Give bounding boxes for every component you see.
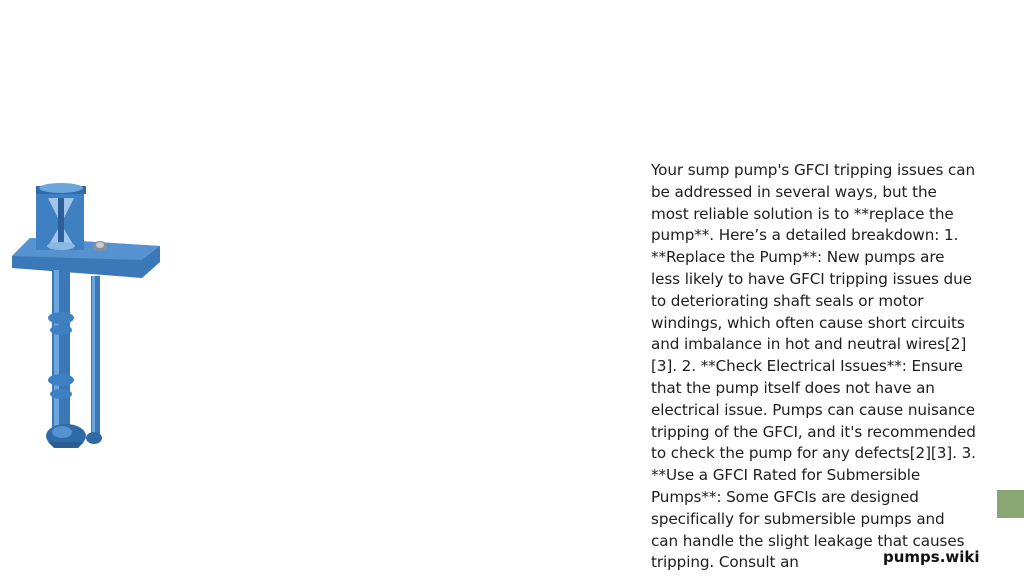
accent-block (997, 490, 1024, 518)
article-text: Your sump pump's GFCI tripping issues can be addressed in several ways, but the most reliable solution is to **replace the pump**. Here’s a detailed breakdown: 1. **Replace the Pump**: New pumps are less likely to have GFCI tripping issues due to deteriorating shaft seals or motor windings, which often cause short circuits and imbalance in hot and neutral wires[2][3]. 2. **Check Electrical Issues**: Ensure that the pump itself does not have an electrical issue. Pumps can cause nuisance tripping of the GFCI, and it's recommended to check the pump for any defects[2][3]. 3. **Use a GFCI Rated for Submersible Pumps**: Some GFCIs are designed specifically for submersible pumps and can handle the slight leakage that causes tripping. Consult an (651, 161, 976, 572)
sump-pump-image (8, 180, 168, 455)
site-logo-text[interactable]: pumps.wiki (883, 548, 980, 566)
